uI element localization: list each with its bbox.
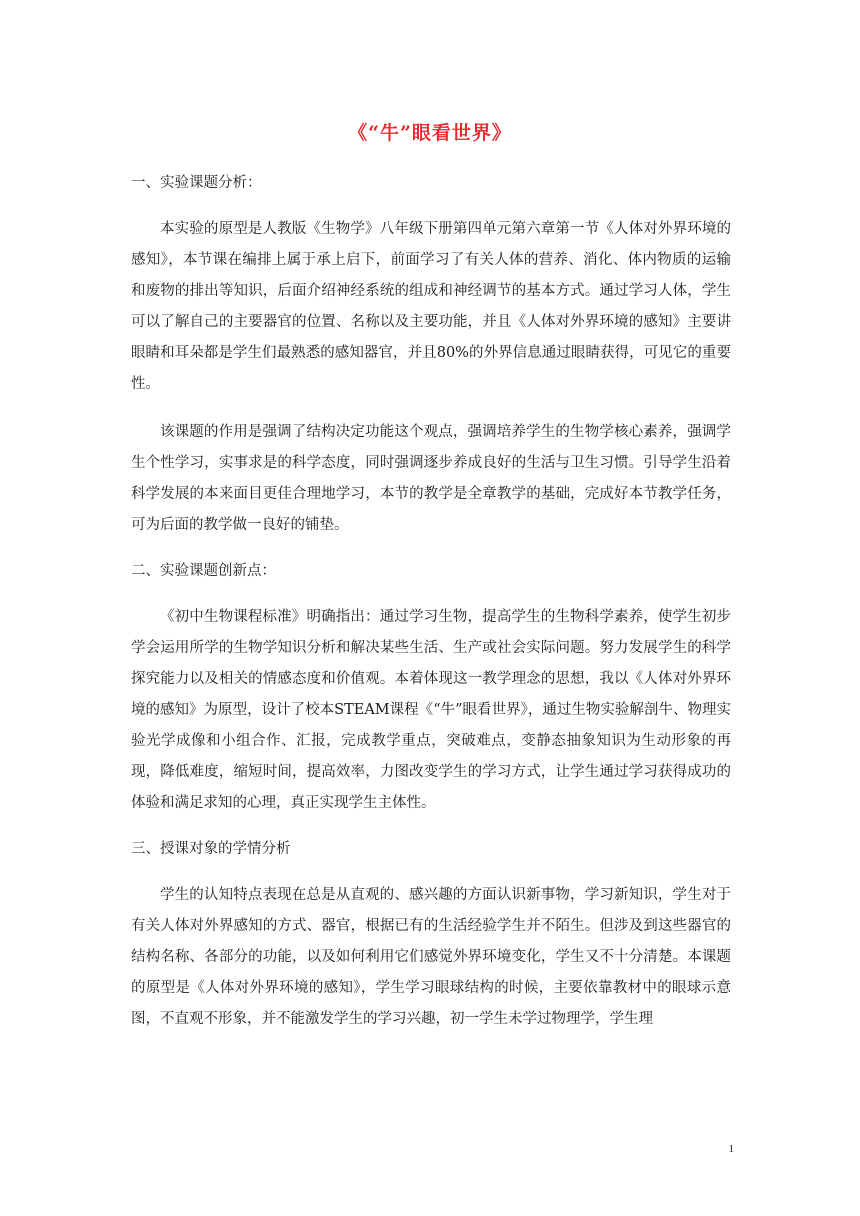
document-body (131, 170, 731, 1052)
document-title: 《“牛”眼看世界》 (348, 122, 512, 144)
section-1-paragraph-2: 该课题的作用是强调了结构决定功能这个观点，强调培养学生的生物学核心素养，强调学生个性学习，实事求是的科学态度，同时强调逐步养成良好的生活与卫生习惯。引导学生沿着科学发展的本来面目更佳合理地学习，本节的教学是全章教学的基础，完成好本节教学任务，可为后面的教学做一良好的铺垫。 (131, 424, 731, 533)
section-2-paragraph-1: 《初中生物课程标准》明确指出：通过学习生物，提高学生的生物科学素养，使学生初步学会运用所学的生物学知识分析和解决某些生活、生产或社会实际问题。努力发展学生的科学探究能力以及相关的情感态度和价值观。本着体现这一教学理念的思想，我以《人体对外界环境的感知》为原型，设计了校本STEAM课程《“牛”眼看世界》，通过生物实验解剖牛、物理实验光学成像和小组合作、汇报，完成教学重点，突破难点，变静态抽象知识为生动形象的再现，降低难度，缩短时间，提高效率，力图改变学生的学习方式，让学生通过学习获得成功的体验和满足求知的心理，真正实现学生主体性。 (131, 609, 731, 811)
section-3-paragraph-1: 学生的认知特点表现在总是从直观的、感兴趣的方面认识新事物，学习新知识，学生对于有关人体对外界感知的方式、器官，根据已有的生活经验学生并不陌生。但涉及到这些器官的结构名称、各部分的功能，以及如何利用它们感觉外界环境变化，学生又不十分清楚。本课题的原型是《人体对外界环境的感知》，学生学习眼球结构的时候，主要依靠教材中的眼球示意图，不直观不形象，并不能激发学生的学习兴趣，初一学生未学过物理学，学生理 (131, 887, 731, 1027)
section-heading-3: 三、授课对象的学情分析 (131, 841, 291, 857)
section-heading-1: 一、实验课题分析： (131, 175, 262, 191)
section-1-paragraph-1: 本实验的原型是人教版《生物学》八年级下册第四单元第六章第一节《人体对外界环境的感知》，本节课在编排上属于承上启下，前面学习了有关人体的营养、消化、体内物质的运输和废物的排出等知识，后面介绍神经系统的组成和神经调节的基本方式。通过学习人体，学生可以了解自己的主要器官的位置、名称以及主要功能，并且《人体对外界环境的感知》主要讲眼睛和耳朵都是学生们最熟悉的感知器官，并且80%的外界信息通过眼睛获得，可见它的重要性。 (131, 221, 731, 392)
page-number: 1 (728, 1143, 734, 1155)
section-heading-2: 二、实验课题创新点： (131, 563, 276, 579)
